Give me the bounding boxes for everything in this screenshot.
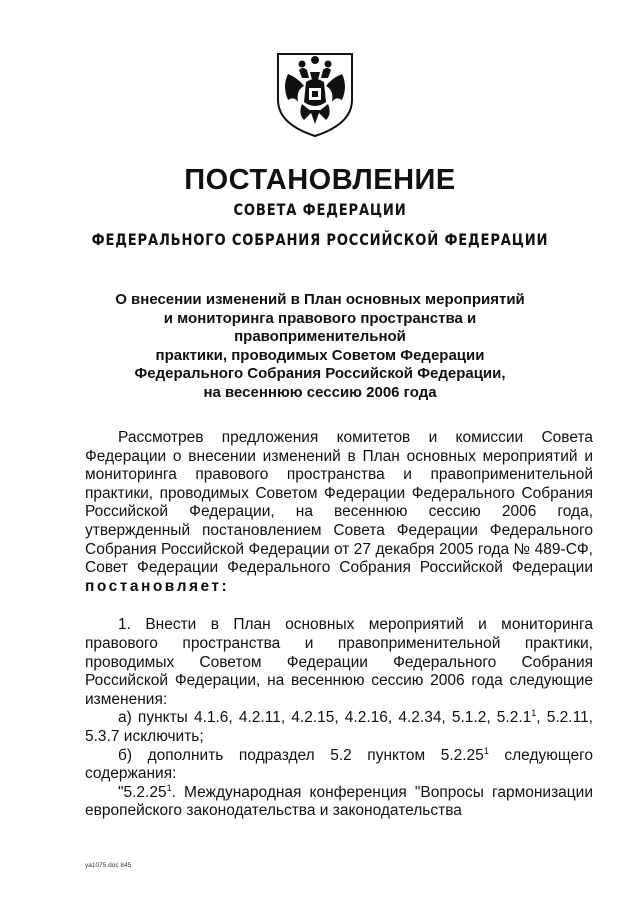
decree-word: постановляет:	[85, 577, 230, 595]
document-body	[85, 429, 593, 821]
heading-line: и мониторинга правового пространства и правоприменительной	[163, 309, 477, 345]
coat-of-arms-emblem	[272, 50, 358, 138]
heading-line: практики, проводимых Советом Федерации	[155, 346, 485, 364]
item-1-paragraph: 1. Внести в План основных мероприятий и мониторинга правового пространства и правоприменительной практики, проводимых Советом Федерации Федерального Собрания Российской Федерации, на весеннюю сессию 2006 года следующие изменения:	[85, 616, 593, 708]
heading-line: на весеннюю сессию 2006 года	[203, 383, 437, 401]
item-a-paragraph: а) пункты 4.1.6, 4.2.11, 4.2.15, 4.2.16, 4.2.34, 5.1.2, 5.2.1$^1$, 5.2.11, 5.3.7 исключить;	[85, 708, 593, 745]
document-type-title: ПОСТАНОВЛЕНИЕ	[184, 164, 456, 196]
issuer-subtitle-line1: СОВЕТА ФЕДЕРАЦИИ	[233, 200, 407, 219]
heading-line: Федерального Собрания Российской Федерации,	[134, 365, 506, 382]
quoted-item-paragraph: "5.2.25$^1$. Международная конференция "Вопросы гармонизации европейского законодательства и законодательства	[85, 782, 593, 820]
item-b-paragraph: б) дополнить подраздел 5.2 пунктом 5.2.25$^1$ следующего содержания:	[85, 745, 594, 783]
document-heading	[85, 291, 555, 402]
preamble-text: Рассмотрев предложения комитетов и комиссии Совета Федерации о внесении изменений в План основных мероприятий и мониторинга правового пространства и правоприменительной практики, проводимых Советом Федерации Федерального Собрания Российской Федерации, на весеннюю сессию 2006 года, утвержденный постановлением Совета Федерации Федерального Собрания Российской Федерации от 27 декабря 2005 года № 489-СФ, Совет Федерации Федерального Собрания Российской Федерации	[85, 429, 593, 577]
issuer-subtitle-line2: ФЕДЕРАЛЬНОГО СОБРАНИЯ РОССИЙСКОЙ ФЕДЕРАЦИИ	[91, 230, 549, 249]
heading-line: О внесении изменений в План основных мероприятий	[115, 291, 525, 308]
file-reference-footer: ya1075.doc 845	[85, 862, 132, 869]
preamble-paragraph	[85, 429, 593, 596]
